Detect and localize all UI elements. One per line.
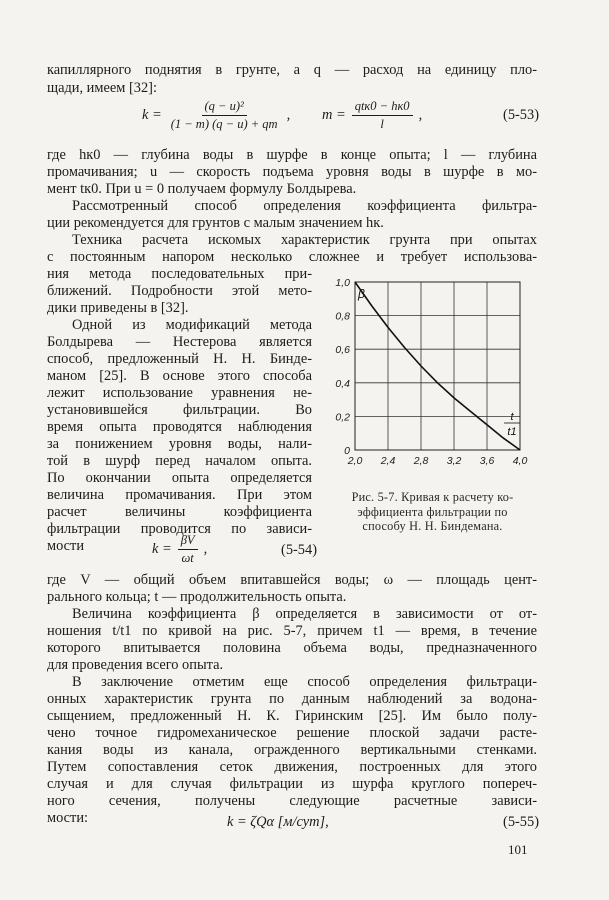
- text-line: установившейся фильтрации. Во: [47, 402, 312, 418]
- text-line: которого впитывается половина объема воды, предназначенного: [47, 640, 537, 656]
- equation-fraction: [352, 99, 413, 132]
- text-line: ния метода последовательных при-: [47, 266, 312, 282]
- text-line: для проведения всего опыта.: [47, 657, 224, 673]
- text-line: величина промачивания. При этом: [47, 487, 312, 503]
- text-line: чено точное гидромеханическое решение плоской задачи расте-: [47, 725, 537, 741]
- text-line: ношения t/t1 по кривой на рис. 5-7, причем t1 — время, в течение: [47, 623, 537, 639]
- y-tick-label: 0,6: [335, 344, 350, 357]
- beta-curve: [355, 282, 520, 450]
- equation-5-54: [47, 533, 317, 573]
- fraction-denominator: (1 − m) (q − u) + qm: [170, 117, 278, 131]
- text-line: В заключение отметим еще способ определения фильтраци-: [72, 674, 537, 690]
- text-line: за понижением уровня воды, нали-: [47, 436, 312, 452]
- text-line: случая и для случая фильтрации из шурфа круглого попереч-: [47, 776, 537, 792]
- text-line: где hк0 — глубина воды в шурфе в конце опыта; l — глубина: [47, 147, 537, 163]
- x-axis-label-denominator: t1: [507, 426, 517, 438]
- text-line: где V — общий объем впитавшейся воды; ω — площадь цент-: [47, 572, 537, 588]
- equation-5-53: [47, 97, 539, 137]
- text-line: ближений. Подробности этой мето-: [47, 283, 312, 299]
- fraction-numerator: qtк0 − hк0: [352, 99, 413, 116]
- page-number: 101: [508, 842, 528, 857]
- text-line: щади, имеем [32]:: [47, 80, 157, 96]
- text-line: Техника расчета искомых характеристик грунта при опытах: [72, 232, 537, 248]
- text-line: ции рекомендуется для грунтов с малым значением hк.: [47, 215, 384, 231]
- text-line: маном [25]. В основе этого способа: [47, 368, 312, 384]
- x-tick-label: 2,8: [413, 455, 429, 467]
- text-line: рального кольца; t — продолжительность опыта.: [47, 589, 347, 605]
- equation-fraction: [178, 533, 198, 566]
- equation-number: (5-55): [503, 814, 539, 830]
- fraction-denominator: l: [380, 117, 384, 131]
- y-tick-label: 0,8: [335, 310, 350, 323]
- text-line: сыщением, предложенный Н. К. Гиринским [25]. Им было полу-: [47, 708, 537, 724]
- text-line: с постоянным напором несколько сложнее и требует использова-: [47, 249, 537, 265]
- text-line: дики приведены в [32].: [47, 300, 189, 316]
- plot-frame: [355, 282, 520, 450]
- x-tick-label: 2,4: [380, 455, 396, 467]
- text-line: мости:: [47, 810, 89, 826]
- fraction-denominator: ωt: [181, 551, 194, 565]
- y-tick-label: 0,4: [335, 377, 350, 390]
- text-line: той в шурф перед началом опыта.: [47, 453, 312, 469]
- text-line: лежит использование уравнения не-: [47, 385, 312, 401]
- caption-line: Рис. 5-7. Кривая к расчету ко-: [351, 490, 514, 504]
- x-tick-label: 2,0: [347, 455, 363, 467]
- text-line: Одной из модификаций метода: [72, 317, 312, 333]
- text-line: промачивания; u — скорость подъема уровня воды в шурфе в мо-: [47, 164, 537, 180]
- text-line: капиллярного поднятия в грунте, а q — расход на единицу пло-: [47, 62, 537, 78]
- text-line: Путем сопоставления сеток движения, построенных для этого: [47, 759, 537, 775]
- x-axis-label-numerator: t: [510, 411, 514, 423]
- text-line: время опыта проводятся наблюдения: [47, 419, 312, 435]
- text-line: способ, предложенный Н. Н. Бинде-: [47, 351, 312, 367]
- x-tick-label: 4,0: [512, 455, 528, 467]
- y-tick-label: 1,0: [335, 277, 350, 289]
- beta-chart: [320, 270, 550, 480]
- equation-5-55: [47, 814, 539, 836]
- equation-separator: ,: [418, 107, 423, 123]
- x-tick-label: 3,6: [479, 455, 495, 467]
- equation-text: k = ζQα [м/сут],: [227, 814, 329, 830]
- text-line: ного сечения, получены следующие расчетные зависи-: [47, 793, 537, 809]
- fraction-numerator: βV: [178, 533, 198, 550]
- equation-lhs: m =: [322, 107, 346, 123]
- caption-line: эффициента фильтрации по: [357, 504, 508, 519]
- equation-separator: ,: [286, 107, 291, 123]
- figure-caption: [325, 490, 540, 534]
- equation-lhs: k =: [152, 541, 172, 557]
- fraction-numerator: (q − u)²: [202, 99, 247, 116]
- x-tick-label: 3,2: [446, 455, 462, 467]
- equation-fraction: [168, 99, 281, 132]
- caption-line: способу Н. Н. Биндемана.: [362, 519, 503, 533]
- text-line: Рассмотренный способ определения коэффициента фильтра-: [72, 198, 537, 214]
- text-line: мости: [47, 538, 85, 554]
- equation-number: (5-53): [503, 107, 539, 123]
- equation-separator: ,: [203, 541, 208, 557]
- equation-lhs: k =: [142, 107, 162, 123]
- text-line: Величина коэффициента β определяется в зависимости от от-: [72, 606, 537, 622]
- text-line: фильтрации проводится по зависи-: [47, 521, 312, 537]
- equation-number: (5-54): [281, 542, 317, 558]
- text-line: Болдырева — Нестерова является: [47, 334, 312, 350]
- y-tick-label: 0,2: [335, 411, 350, 424]
- text-line: кания воды из канала, огражденного вертикальными стенками.: [47, 742, 537, 758]
- text-line: онных характеристик грунта по данным наблюдений за водона-: [47, 691, 537, 707]
- y-axis-label: β: [358, 287, 365, 301]
- text-line: расчет величины коэффициента: [47, 504, 312, 520]
- text-line: По окончании опыта определяется: [47, 470, 312, 486]
- figure-5-7: [320, 270, 550, 480]
- y-tick-label: 0: [344, 445, 350, 457]
- text-line: мент tк0. При u = 0 получаем формулу Болдырева.: [47, 181, 357, 197]
